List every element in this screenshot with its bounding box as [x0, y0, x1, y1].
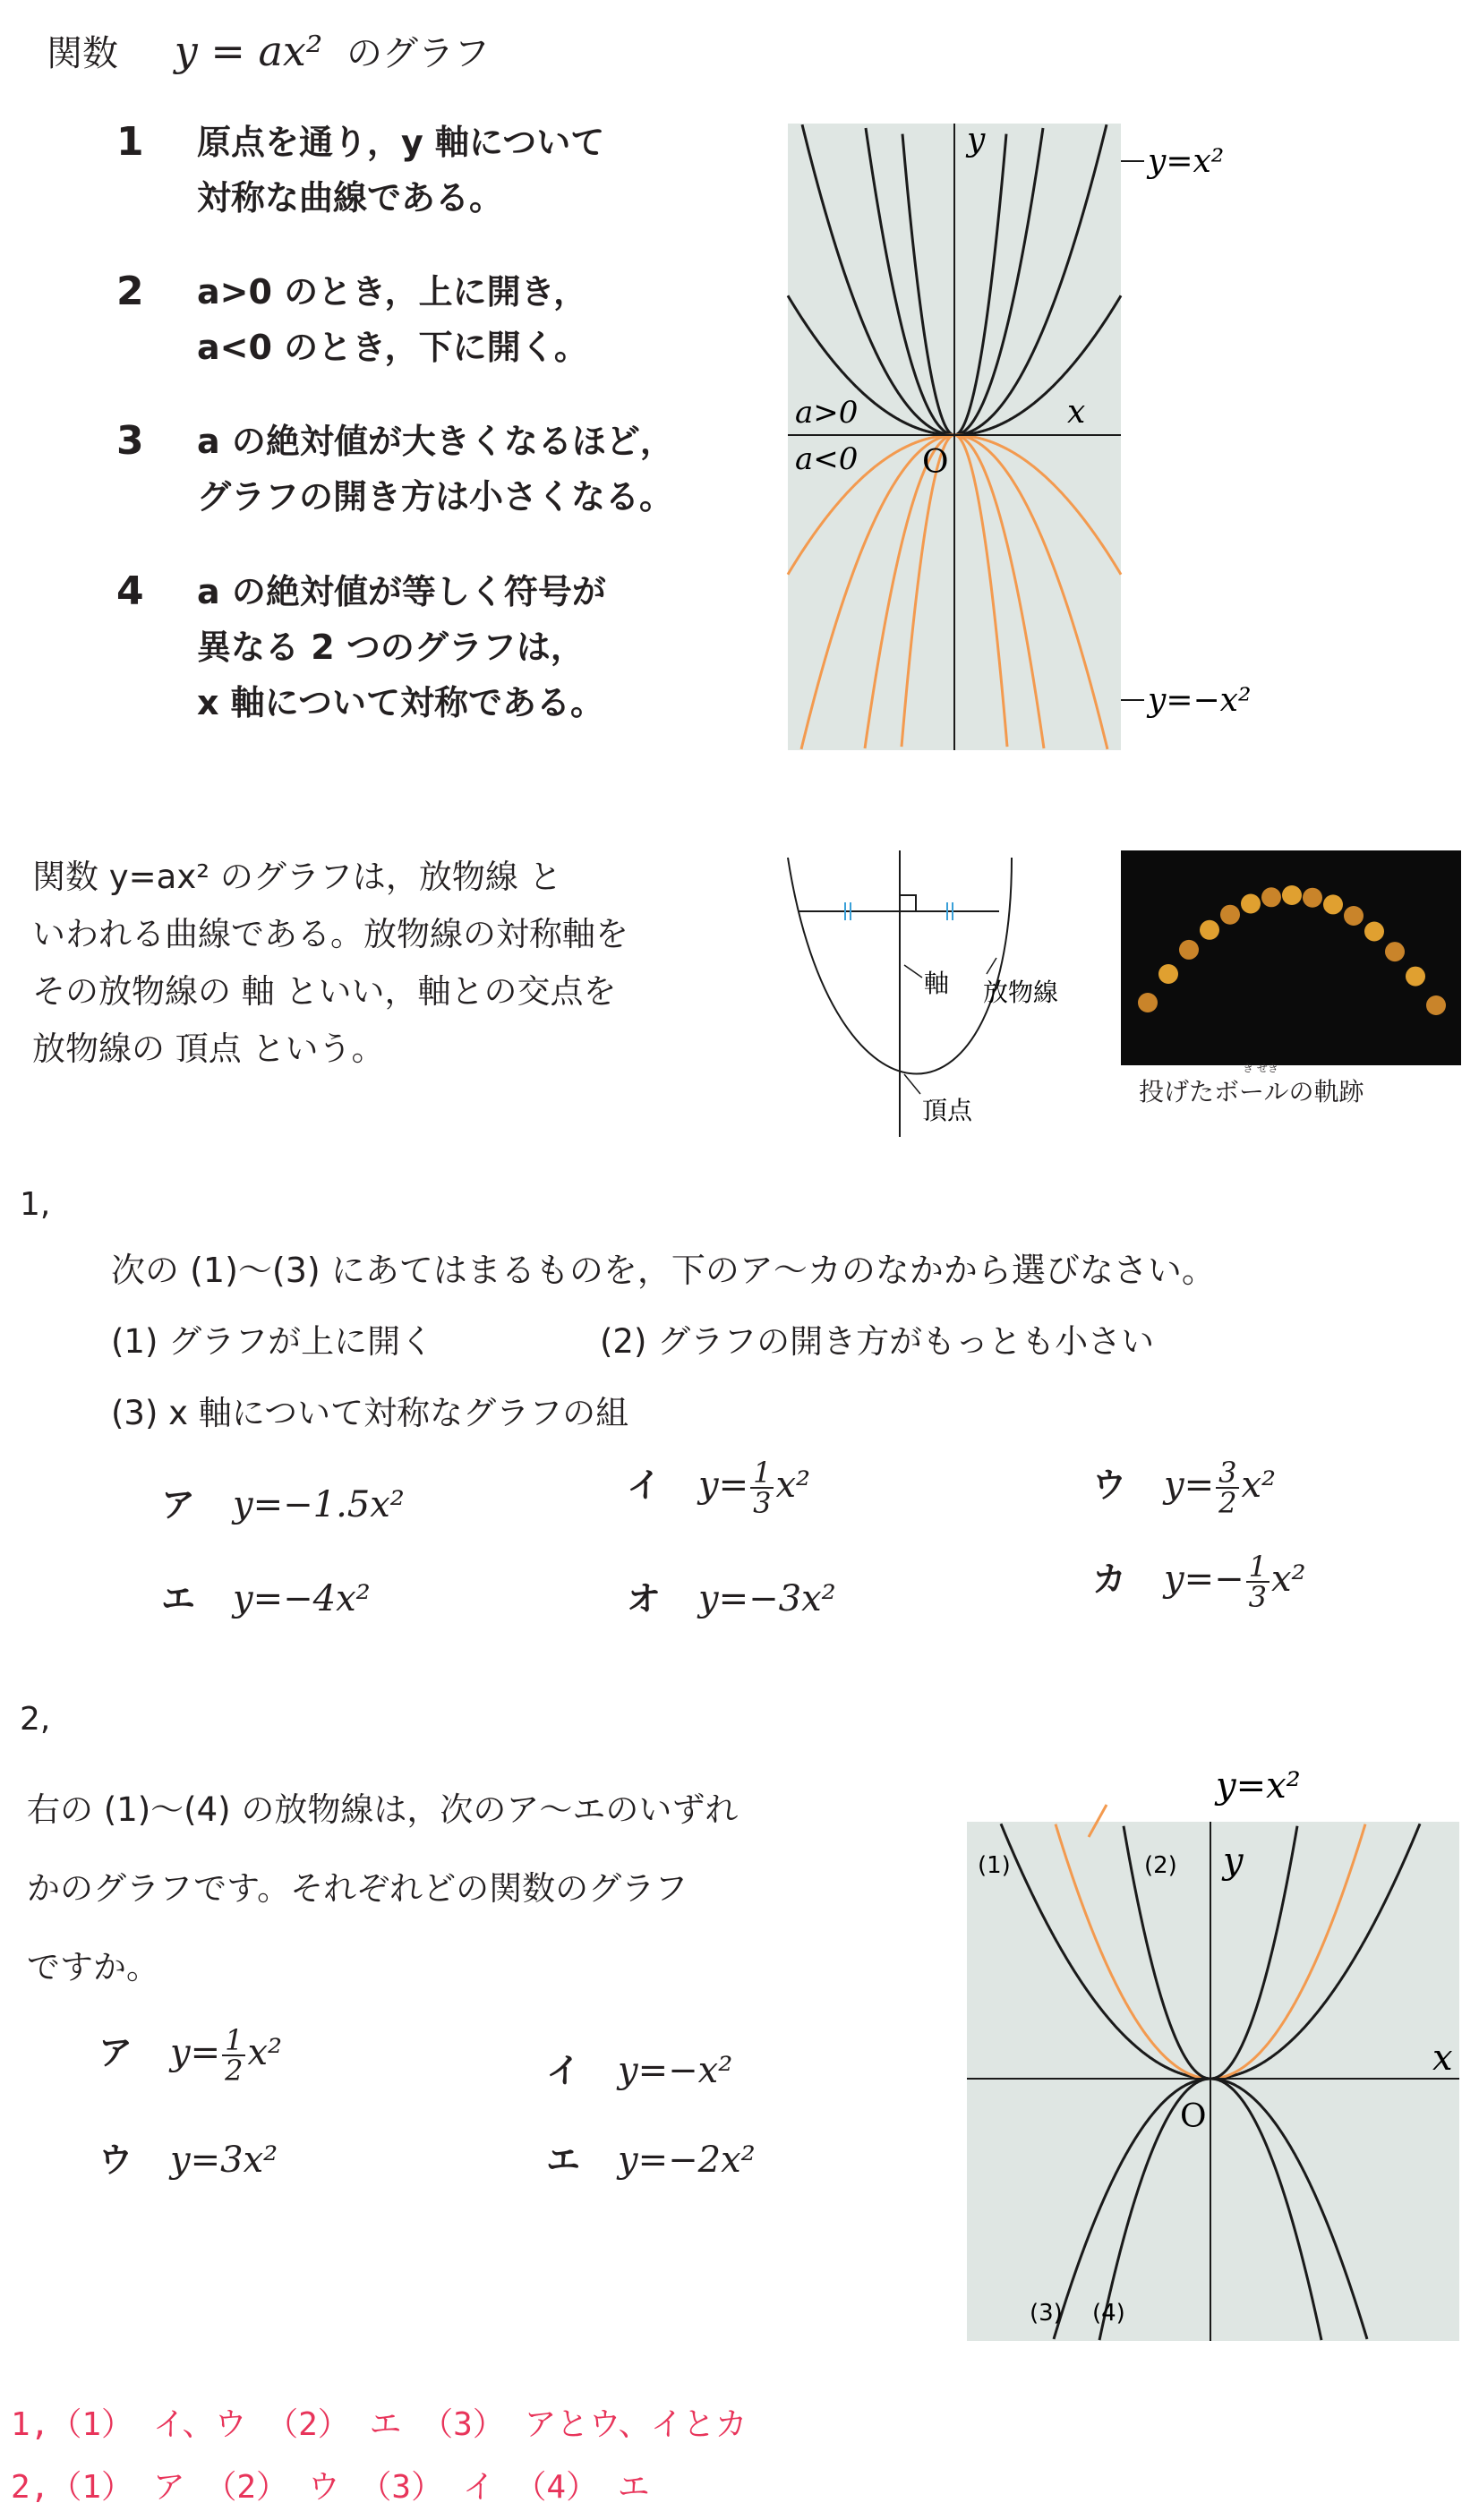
curve-label-1: (1) — [978, 1852, 1011, 1879]
property-line: x 軸について対称である。 — [197, 683, 604, 722]
q1-instruction: 次の (1)～(3) にあてはまるものを，下のア～カのなかから選びなさい。 — [111, 1251, 1216, 1290]
fraction-numerator: 1 — [222, 2026, 245, 2056]
right-angle-mark — [900, 895, 916, 911]
q1-option-i — [627, 1455, 811, 1520]
page-title — [47, 25, 490, 76]
q2-line: かのグラフです。それぞれどの関数のグラフ — [27, 1869, 688, 1908]
q2-option-e — [546, 2132, 756, 2182]
option-equation: y=−3x² — [698, 1578, 836, 1619]
curve-label-4: (4) — [1092, 2300, 1125, 2327]
option-equation: y=3x² — [170, 2140, 278, 2181]
title-suffix: のグラフ — [346, 33, 491, 74]
explanation-line: 関数 y=ax² のグラフは，放物線 と — [32, 858, 562, 896]
ball-icon — [1406, 967, 1425, 987]
explanation-line: その放物線の 軸 といい，軸との交点を — [32, 972, 617, 1011]
ball-icon — [1385, 942, 1405, 961]
label-a-positive: a>0 — [795, 395, 859, 431]
option-key: ア — [98, 2033, 133, 2072]
option-equation: y=− — [1164, 1559, 1244, 1600]
vertex-label: 頂点 — [922, 1096, 973, 1125]
q1-option-o — [627, 1571, 836, 1620]
fraction-denominator: 3 — [1248, 1579, 1267, 1614]
parabola-diagram — [779, 850, 1101, 1146]
explanation-line: いわれる曲線である。放物線の対称軸を — [32, 915, 628, 953]
ball-icon — [1158, 964, 1178, 984]
ball-icon — [1138, 993, 1158, 1012]
curve-label-3: (3) — [1030, 2300, 1063, 2327]
option-equation: y= — [170, 2032, 221, 2073]
q1-number: 1, — [20, 1186, 51, 1223]
title-function: y = ax² — [174, 27, 323, 75]
x-axis-label: x — [1432, 2037, 1453, 2079]
q2-text — [27, 1771, 738, 2007]
fraction-denominator: 3 — [753, 1485, 772, 1520]
fraction-denominator: 2 — [225, 2053, 244, 2088]
option-equation: y=−2x² — [618, 2140, 756, 2181]
leader-line — [904, 965, 922, 978]
graph-parabolas-sign — [779, 116, 1459, 761]
option-key: ア — [161, 1485, 196, 1525]
option-equation: y=−1.5x² — [233, 1484, 405, 1525]
origin-label: O — [1180, 2098, 1207, 2135]
fraction-numerator: 1 — [1246, 1552, 1270, 1583]
ball-icon — [1220, 905, 1240, 925]
explanation-line: 放物線の 頂点 という。 — [32, 1029, 385, 1068]
leader-line — [904, 1074, 920, 1094]
q2-option-i — [546, 2043, 732, 2092]
option-equation-tail: x² — [775, 1465, 811, 1506]
q2-line: 右の (1)～(4) の放物線は，次のア～エのいずれ — [27, 1790, 739, 1829]
property-line: 対称な曲線である。 — [197, 178, 504, 218]
ball-trajectory-photo — [1121, 850, 1461, 1065]
property-line: a>0 のとき，上に開き， — [197, 272, 588, 312]
option-key: オ — [627, 1579, 662, 1619]
ball-icon — [1241, 894, 1261, 914]
fraction-numerator: 1 — [750, 1458, 774, 1489]
q2-option-u — [98, 2132, 278, 2182]
option-equation: y=−4x² — [233, 1578, 371, 1619]
option-equation-tail: x² — [247, 2032, 283, 2073]
property-number: 2 — [116, 269, 144, 314]
curve-label-top: y=x² — [1148, 143, 1225, 180]
ball-icon — [1303, 888, 1322, 908]
q1-sub2: (2) グラフの開き方がもっとも小さい — [600, 1322, 1155, 1361]
curve-label-top: y=x² — [1216, 1765, 1301, 1807]
property-number: 4 — [116, 568, 144, 614]
q1-option-a — [161, 1477, 405, 1526]
property-number: 1 — [116, 119, 144, 165]
property-line: グラフの開き方は小さくなる。 — [197, 477, 674, 517]
label-a-negative: a<0 — [795, 441, 859, 477]
option-equation: y=−x² — [618, 2050, 733, 2091]
answer-1: 1,（1） イ、ウ （2） エ （3） アとウ、イとカ — [11, 2406, 748, 2443]
y-axis-label: y — [1223, 1841, 1244, 1882]
q1-sub3: (3) x 軸について対称なグラフの組 — [111, 1394, 629, 1432]
property-line: a の絶対値が等しく符号が — [197, 572, 606, 611]
parabola-label: 放物線 — [983, 978, 1059, 1007]
photo-ruby: き せき — [1243, 1062, 1278, 1074]
q2-option-a — [98, 2022, 283, 2088]
curve-label-bottom: y=−x² — [1148, 682, 1252, 719]
y-axis-label: y — [967, 122, 986, 158]
property-line: a<0 のとき，下に開く。 — [197, 328, 588, 367]
option-key: エ — [161, 1579, 196, 1619]
fraction-denominator: 2 — [1218, 1485, 1237, 1520]
explanation-paragraph — [32, 849, 628, 1078]
q2-number: 2, — [20, 1701, 51, 1738]
option-key: イ — [627, 1465, 662, 1505]
q1-option-ka — [1092, 1549, 1306, 1614]
option-key: イ — [546, 2051, 581, 2090]
ball-icon — [1261, 887, 1281, 907]
graph-q2-parabolas — [949, 1755, 1468, 2354]
fraction-numerator: 3 — [1216, 1458, 1239, 1489]
option-key: ウ — [1092, 1465, 1127, 1505]
option-equation: y= — [698, 1465, 749, 1506]
q1-option-u — [1092, 1455, 1277, 1520]
property-number: 3 — [116, 418, 144, 464]
title-prefix: 関数 — [47, 33, 118, 74]
answer-2: 2,（1） ア （2） ウ （3） イ （4） エ — [11, 2469, 650, 2506]
q1-sub1: (1) グラフが上に開く — [111, 1322, 434, 1361]
option-equation-tail: x² — [1271, 1559, 1306, 1600]
photo-caption-text: 投げたボールの軌跡 — [1139, 1077, 1364, 1106]
option-key: カ — [1092, 1559, 1127, 1599]
property-line: a の絶対値が大きくなるほど， — [197, 422, 674, 461]
option-key: エ — [546, 2140, 581, 2180]
ball-icon — [1200, 920, 1219, 940]
curve-label-2: (2) — [1144, 1852, 1177, 1879]
origin-label: O — [922, 444, 949, 481]
property-line: 異なる 2 つのグラフは， — [197, 628, 585, 667]
axis-label: 軸 — [924, 969, 950, 998]
ball-icon — [1344, 906, 1364, 926]
option-equation-tail: x² — [1241, 1465, 1277, 1506]
ball-icon — [1282, 885, 1302, 905]
option-equation: y= — [1164, 1465, 1215, 1506]
ball-icon — [1179, 940, 1199, 960]
option-key: ウ — [98, 2140, 133, 2180]
ball-icon — [1426, 995, 1446, 1015]
property-line: 原点を通り，y 軸について — [197, 123, 605, 162]
ball-icon — [1364, 922, 1384, 942]
photo-caption — [1139, 1072, 1364, 1108]
leader-line — [987, 958, 996, 974]
ball-icon — [1323, 894, 1343, 914]
photo-background — [1121, 850, 1461, 1065]
q1-option-e — [161, 1571, 371, 1620]
q2-line: ですか。 — [27, 1948, 159, 1986]
x-axis-label: x — [1067, 394, 1086, 431]
